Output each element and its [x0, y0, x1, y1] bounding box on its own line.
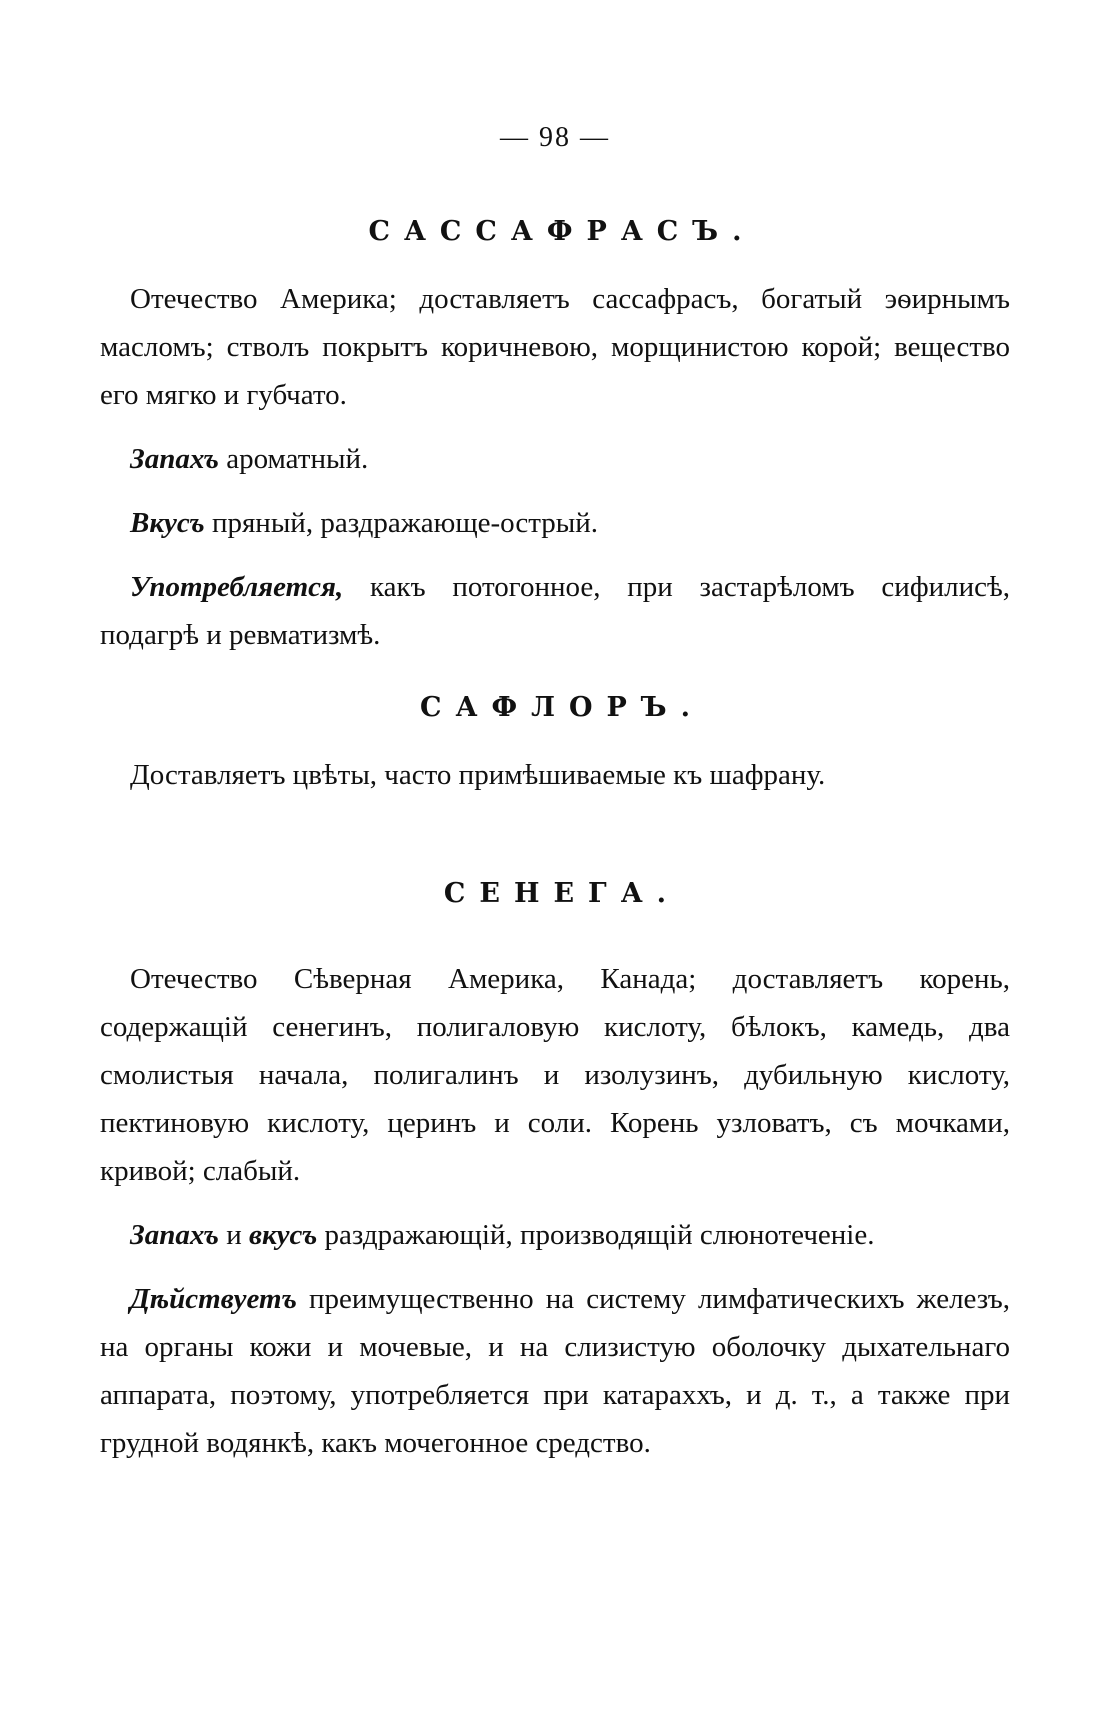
paragraph-text: пряный, раздражающе-острый. — [204, 507, 599, 539]
term: вкусъ — [248, 1219, 318, 1251]
paragraph-text: Отечество Америка; доставляетъ сассафрасъ, богатый эѳирнымъ масломъ; стволъ покрытъ коричневою, морщинистою корой; вещество его мягко и губчато. — [100, 283, 1010, 411]
paragraph — [100, 1211, 1010, 1259]
paragraph — [100, 499, 1010, 547]
paragraph-text: преимущественно на систему лимфатическихъ железъ, на органы кожи и мочевые, и на слизистую оболочку дыхательнаго аппарата, поэтому, употребляется при катараххъ, и д. т., а также при грудной водянкѣ, какъ мочегонное средство. — [100, 1283, 1010, 1459]
paragraph — [100, 435, 1010, 483]
paragraph-text: ароматный. — [218, 443, 369, 475]
section-saflor — [100, 692, 1010, 815]
paragraph-text: Отечество Сѣверная Америка, Канада; доставляетъ корень, содержащій сенегинъ, полигаловую кислоту, бѣлокъ, камедь, два смолистыя начала, полигалинъ и изолузинъ, дубильную кислоту, пектиновую кислоту, церинъ и соли. Корень узловатъ, съ мочками, кривой; слабый. — [100, 963, 1010, 1187]
paragraph-text: Доставляетъ цвѣты, часто примѣшиваемые къ шафрану. — [130, 759, 826, 791]
term: Запахъ — [130, 443, 219, 475]
paragraph-text: какъ потогонное, при застарѣломъ сифилисѣ, подагрѣ и ревматизмѣ. — [100, 571, 1010, 651]
term: Запахъ — [130, 1219, 219, 1251]
paragraph — [100, 955, 1010, 1195]
section-sassafras — [100, 216, 1010, 675]
paragraph — [100, 751, 1010, 799]
section-senega — [100, 878, 1010, 1483]
book-page — [100, 0, 1010, 1736]
section-heading: САССАФРАСЪ. — [368, 216, 756, 247]
paragraph — [100, 275, 1010, 419]
paragraph-text: и — [218, 1219, 249, 1251]
paragraph-text: раздражающій, производящій слюнотеченіе. — [317, 1219, 875, 1251]
page-number: — 98 — — [500, 122, 610, 153]
paragraph — [100, 563, 1010, 659]
section-heading: СЕНЕГА. — [443, 878, 681, 909]
term: Употребляется, — [130, 571, 344, 603]
term: Дѣйствуетъ — [130, 1283, 297, 1315]
paragraph — [100, 1275, 1010, 1467]
section-heading: САФЛОРЪ. — [419, 692, 705, 723]
term: Вкусъ — [130, 507, 205, 539]
